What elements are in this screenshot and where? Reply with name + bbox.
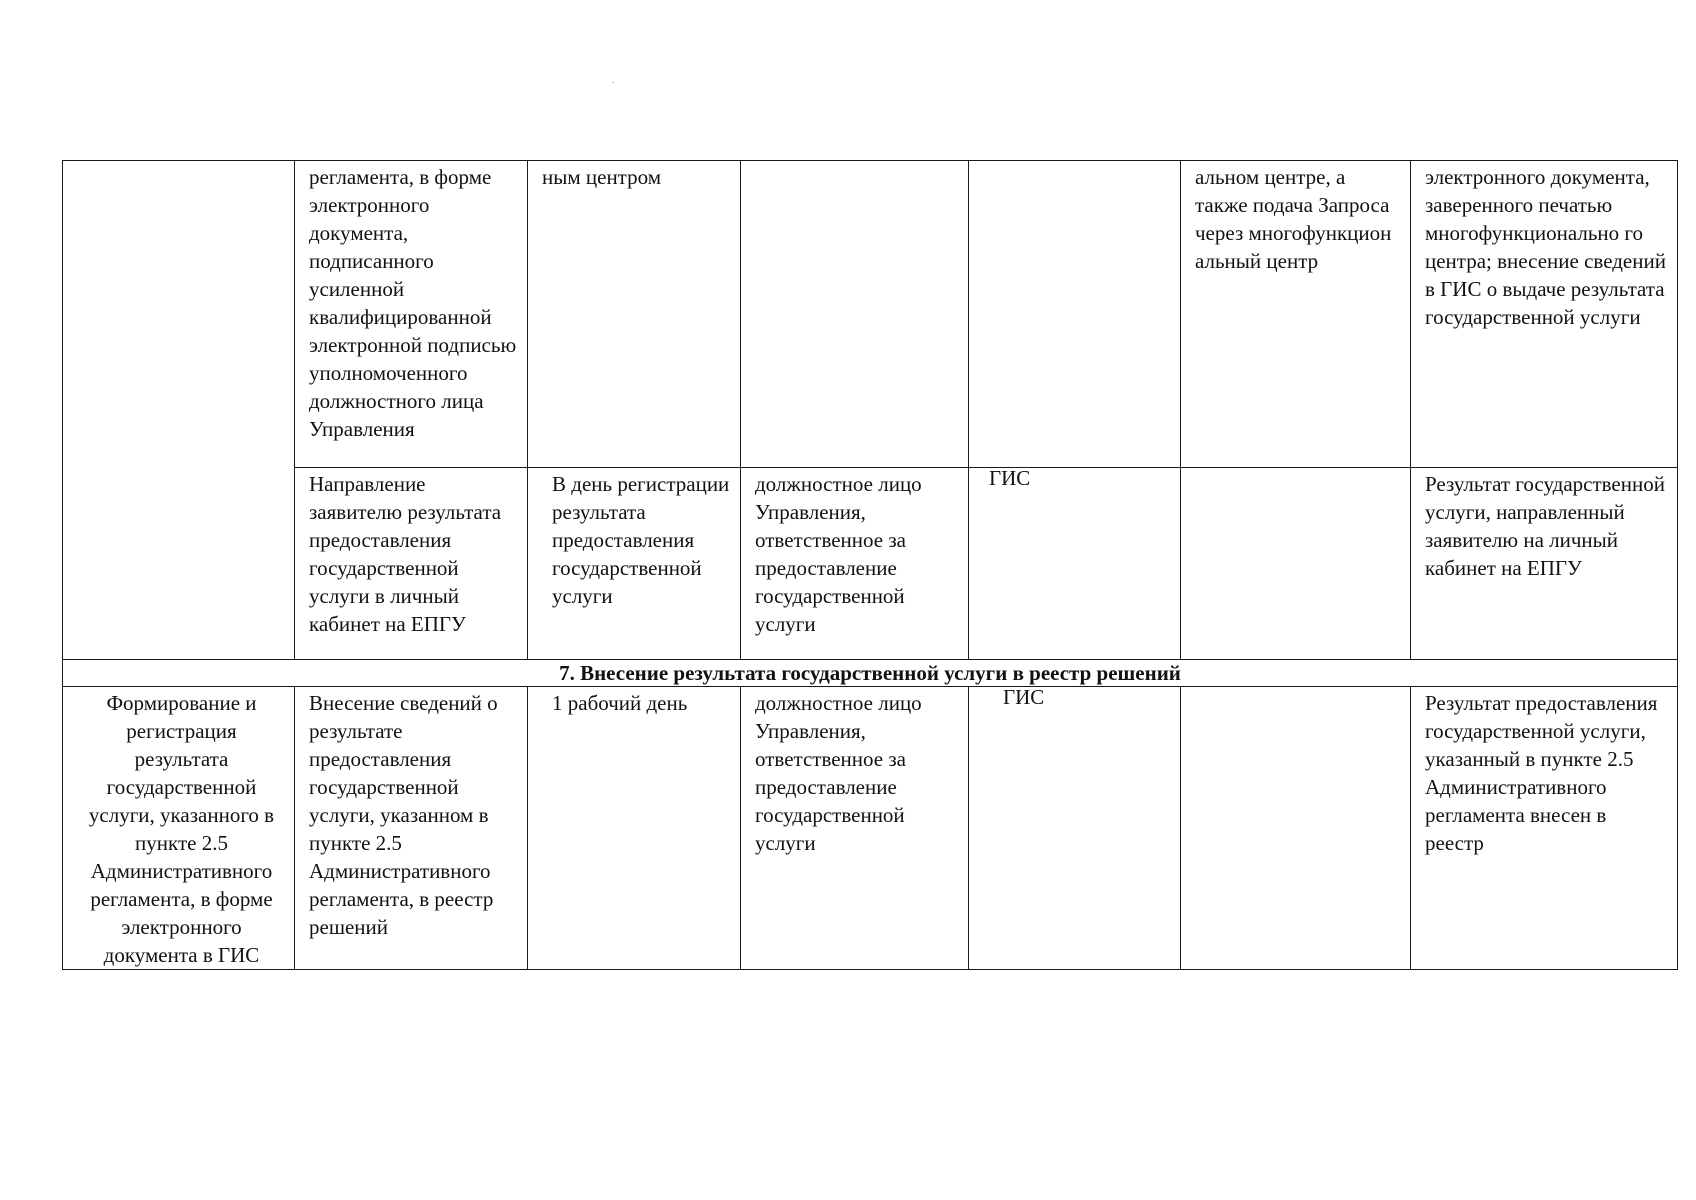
- procedure-table: [62, 160, 1678, 970]
- empty-cell: [1181, 687, 1411, 970]
- section-header-row: [63, 660, 1678, 687]
- table-cell: электронного документа, заверенного печатью многофункционально го центра; внесение сведений в ГИС о выдаче результата государственной услуги: [1411, 161, 1678, 468]
- table-cell: Внесение сведений о результате предоставления государственной услуги, указанном в пункте 2.5 Административного регламента, в реестр решений: [295, 687, 528, 970]
- table-cell: Формирование и регистрация результата государственной услуги, указанного в пункте 2.5 Административного регламента, в форме электронного документа в ГИС: [63, 687, 295, 970]
- table-cell: [969, 468, 1181, 660]
- table-cell: альном центре, а также подача Запроса через многофункцион альный центр: [1181, 161, 1411, 468]
- empty-cell: [741, 161, 969, 468]
- table-cell: регламента, в форме электронного документа, подписанного усиленной квалифицированной электронной подписью уполномоченного должностного лица Управления: [295, 161, 528, 468]
- empty-cell: [969, 161, 1181, 468]
- table-cell: должностное лицо Управления, ответственное за предоставление государственной услуги: [741, 468, 969, 660]
- section-title: 7. Внесение результата государственной услуги в реестр решений: [63, 660, 1678, 687]
- table-cell: должностное лицо Управления, ответственное за предоставление государственной услуги: [741, 687, 969, 970]
- gis-label: ГИС: [989, 466, 1031, 490]
- table-cell: [969, 687, 1181, 970]
- table-cell: Результат государственной услуги, направленный заявителю на личный кабинет на ЕПГУ: [1411, 468, 1678, 660]
- table-row: [63, 468, 1678, 660]
- gis-label: ГИС: [1003, 685, 1045, 709]
- table-cell: В день регистрации результата предоставления государственной услуги: [528, 468, 741, 660]
- table-row: [63, 161, 1678, 468]
- empty-cell: [1181, 468, 1411, 660]
- table-cell: ным центром: [528, 161, 741, 468]
- table-cell: Направление заявителю результата предоставления государственной услуги в личный кабинет на ЕПГУ: [295, 468, 528, 660]
- scan-speck: [612, 82, 614, 83]
- empty-cell: [63, 161, 295, 660]
- table-row: [63, 687, 1678, 970]
- table-cell: 1 рабочий день: [528, 687, 741, 970]
- table-cell: Результат предоставления государственной услуги, указанный в пункте 2.5 Административного регламента внесен в реестр: [1411, 687, 1678, 970]
